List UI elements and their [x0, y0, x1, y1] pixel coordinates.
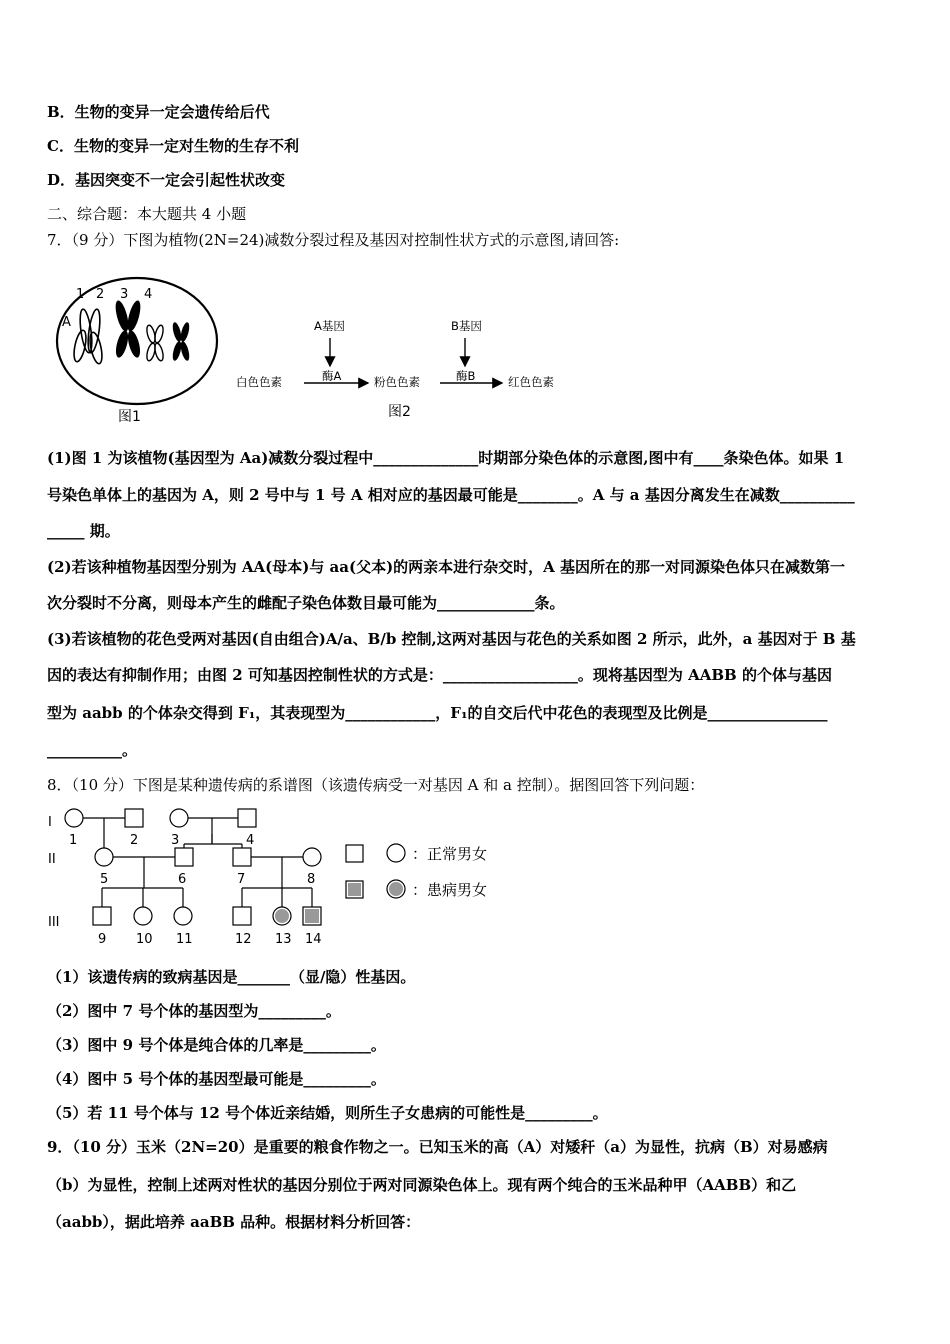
id-3: 3: [171, 833, 180, 848]
option-b: B．生物的变异一定会遗传给后代: [47, 103, 270, 121]
q9-line-1: 9．（10 分）玉米（2N=20）是重要的粮食作物之一。已知玉米的高（A）对矮秆（a）为显性，抗病（B）对易感病: [47, 1138, 828, 1156]
pedigree-chart: [44, 804, 524, 950]
id-1: 1: [69, 833, 78, 848]
individual-9: [93, 907, 111, 925]
chrom-num-1: 1: [76, 287, 85, 302]
red-pigment-label: 红色色素: [508, 375, 554, 389]
individual-10: [134, 907, 152, 925]
figure-1-cell-diagram: [50, 276, 225, 426]
id-14: 14: [305, 932, 322, 947]
q7-part3-line2: 因的表达有抑制作用；由图 2 可知基因控制性状的方式是：__________________。现将基因型为 AABB 的个体与基因: [47, 666, 832, 684]
gen-label-3: III: [48, 915, 60, 930]
q8-sub-3: （3）图中 9 号个体是纯合体的几率是_________。: [47, 1036, 386, 1054]
legend-normal-female: [387, 844, 405, 862]
id-7: 7: [237, 872, 246, 887]
id-8: 8: [307, 872, 316, 887]
id-9: 9: [98, 932, 107, 947]
q7-part2-line1: (2)若该种植物基因型分别为 AA(母本)与 aa(父本)的两亲本进行杂交时，A 基因所在的那一对同源染色体只在减数第一: [47, 558, 846, 576]
individual-1: [65, 809, 83, 827]
q8-sub-2: （2）图中 7 号个体的基因型为_________。: [47, 1002, 341, 1020]
id-4: 4: [246, 833, 255, 848]
figure-2-caption: 图2: [388, 404, 411, 420]
gen-label-2: II: [48, 852, 56, 867]
individual-8: [303, 848, 321, 866]
individual-5: [95, 848, 113, 866]
enzyme-a-label: 酶A: [322, 369, 342, 383]
gene-label-a: A: [62, 315, 71, 330]
q8-sub-1: （1）该遗传病的致病基因是_______（显/隐）性基因。: [47, 968, 416, 986]
gen-label-1: I: [48, 815, 52, 830]
id-10: 10: [136, 932, 153, 947]
chromosome-small-black: [171, 321, 191, 361]
individual-11: [174, 907, 192, 925]
figure-2-pathway: [230, 314, 590, 424]
chrom-num-2: 2: [96, 287, 105, 302]
chromosome-small-white: [145, 324, 164, 361]
white-pigment-label: 白色色素: [236, 375, 282, 389]
id-11: 11: [176, 932, 193, 947]
q7-header: 7．（9 分）下图为植物(2N=24)减数分裂过程及基因对控制性状方式的示意图,请回答:: [47, 231, 620, 249]
individual-2: [125, 809, 143, 827]
q7-part1-line3: _____ 期。: [47, 522, 120, 540]
individual-6: [175, 848, 193, 866]
legend-normal-label: ：正常男女: [412, 845, 488, 863]
option-d: D．基因突变不一定会引起性状改变: [47, 171, 286, 189]
q7-part3-line4: __________。: [47, 741, 138, 759]
pink-pigment-label: 粉色色素: [374, 375, 420, 389]
q8-sub-5: （5）若 11 号个体与 12 号个体近亲结婚，则所生子女患病的可能性是_________。: [47, 1104, 608, 1122]
b-gene-label: B基因: [451, 319, 482, 333]
q7-part1-line2: 号染色单体上的基因为 A，则 2 号中与 1 号 A 相对应的基因最可能是________。A 与 a 基因分离发生在减数__________: [47, 486, 855, 504]
chromosome-pair-3-4: [113, 299, 143, 359]
individual-3: [170, 809, 188, 827]
option-c: C．生物的变异一定对生物的生存不利: [47, 137, 299, 155]
a-gene-label: A基因: [314, 319, 345, 333]
q9-line-3: （aabb），据此培养 aaBB 品种。根据材料分析回答：: [47, 1213, 421, 1231]
section-heading: 二、综合题：本大题共 4 小题: [47, 205, 247, 223]
id-12: 12: [235, 932, 252, 947]
individual-7: [233, 848, 251, 866]
id-6: 6: [178, 872, 187, 887]
id-5: 5: [100, 872, 109, 887]
enzyme-b-label: 酶B: [456, 369, 476, 383]
chrom-num-4: 4: [144, 287, 153, 302]
figure-1-caption: 图1: [118, 409, 141, 425]
legend-normal-male: [346, 845, 363, 862]
legend-affected-label: ：患病男女: [412, 881, 488, 899]
q7-part1-line1: (1)图 1 为该植物(基因型为 Aa)减数分裂过程中______________时期部分染色体的示意图,图中有____条染色体。如果 1: [47, 449, 845, 467]
chrom-num-3: 3: [120, 287, 129, 302]
q9-line-2: （b）为显性，控制上述两对性状的基因分别位于两对同源染色体上。现有两个纯合的玉米品种甲（AABB）和乙: [47, 1176, 797, 1194]
chromosome-pair-1-2: [72, 309, 104, 365]
id-13: 13: [275, 932, 292, 947]
individual-4: [238, 809, 256, 827]
individual-12: [233, 907, 251, 925]
q7-part2-line2: 次分裂时不分离，则母本产生的雌配子染色体数目最可能为_____________条。: [47, 594, 565, 612]
q8-sub-4: （4）图中 5 号个体的基因型最可能是_________。: [47, 1070, 386, 1088]
q7-part3-line1: (3)若该植物的花色受两对基因(自由组合)A/a、B/b 控制,这两对基因与花色的关系如图 2 所示，此外，a 基因对于 B 基: [47, 630, 856, 648]
q8-header: 8．（10 分）下图是某种遗传病的系谱图（该遗传病受一对基因 A 和 a 控制）。据图回答下列问题：: [47, 776, 705, 794]
id-2: 2: [130, 833, 139, 848]
q7-part3-line3: 型为 aabb 的个体杂交得到 F₁，其表现型为____________，F₁的自交后代中花色的表现型及比例是________________: [47, 704, 828, 722]
